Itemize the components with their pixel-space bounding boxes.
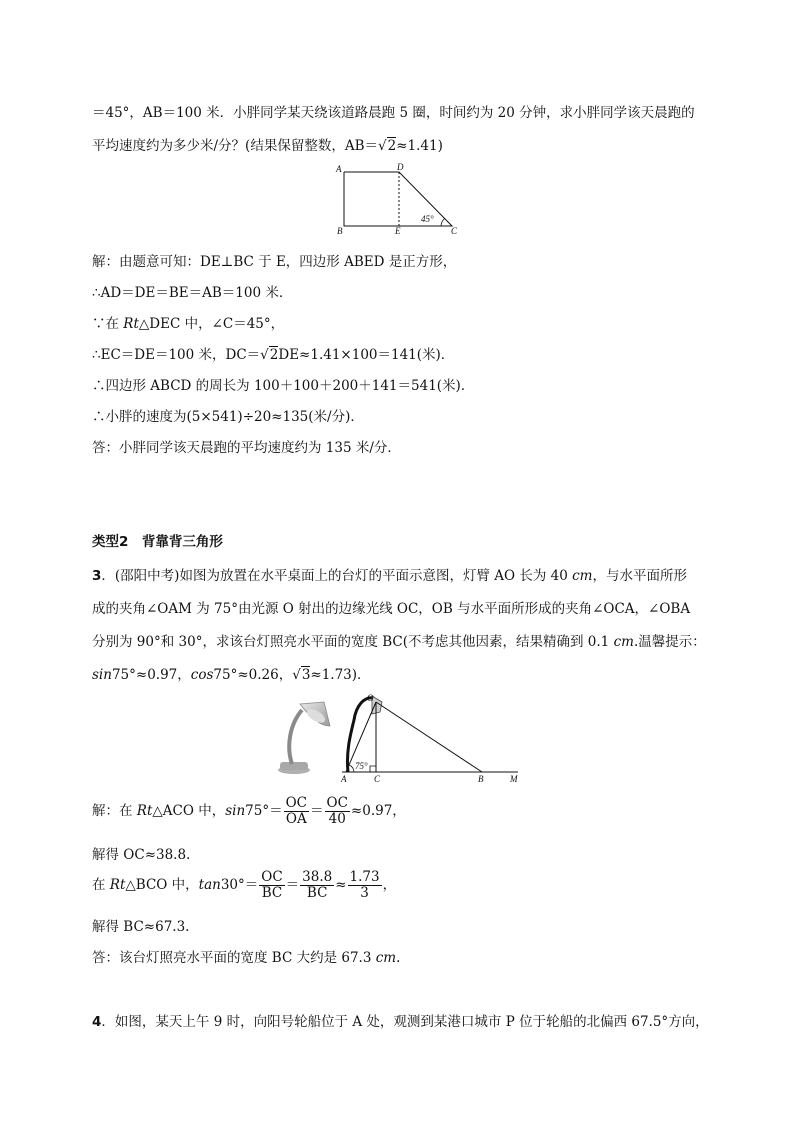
rt-label: Rt	[123, 316, 139, 332]
problem-number: 4	[92, 1014, 102, 1030]
text-part: DE≈1.41×100＝141(米)．	[278, 347, 455, 363]
text-part: 答：该台灯照亮水平面的宽度 BC 大约是 67.3	[92, 950, 376, 966]
text-part: △ACO 中，	[152, 803, 226, 819]
text-part: ≈1.73)．	[310, 667, 371, 683]
text-part: △DEC 中，∠C＝45°，	[138, 316, 285, 332]
text-part: ≈1.41)	[396, 138, 443, 154]
solution-line	[92, 946, 400, 966]
text-part: ，	[382, 877, 397, 893]
numerator: OC	[326, 795, 348, 811]
problem-text	[92, 663, 371, 683]
sqrt-symbol: √	[260, 347, 269, 363]
unit: cm	[613, 634, 634, 650]
text-part: ＝	[285, 877, 300, 893]
fraction	[325, 796, 350, 827]
text-part: 75°＝	[245, 803, 283, 819]
label-c: C	[374, 774, 381, 784]
solution-line	[92, 796, 406, 827]
text-part: 75°≈0.97，	[111, 667, 191, 683]
text-part: ≈	[335, 877, 347, 893]
solution-line	[92, 870, 396, 901]
solution-line: 解：由题意可知：DE⊥BC 于 E，四边形 ABED 是正方形，	[92, 254, 457, 270]
solution-line	[92, 343, 454, 363]
solution-line	[92, 312, 284, 332]
rt-label: Rt	[136, 803, 153, 819]
fraction	[348, 870, 382, 901]
solution-line: 解得 OC≈38.8.	[92, 847, 191, 863]
problem-text	[92, 630, 706, 650]
fraction	[300, 870, 334, 901]
text-part: ，与水平面所形	[592, 568, 687, 584]
text-part: 30°＝	[220, 877, 259, 893]
text-part: 平均速度约为多少米/分？(结果保留整数，AB＝	[92, 138, 378, 154]
text-part: 解：在	[92, 803, 137, 819]
solution-line: ∴四边形 ABCD 的周长为 100＋100＋200＋141＝541(米)．	[92, 378, 475, 394]
text-part: 分别为 90°和 30°，求该台灯照亮水平面的宽度 BC(不考虑其他因素，结果精确到 0.1	[92, 634, 614, 650]
solution-line: ∴小胖的速度为(5×541)÷20≈135(米/分)．	[92, 409, 364, 425]
text-part: △BCO 中，	[125, 877, 199, 893]
unit: cm	[572, 568, 593, 584]
text-part: ．(邵阳中考)如图为放置在水平桌面上的台灯的平面示意图，灯臂 AO 长为 40	[101, 568, 573, 584]
label-b: B	[337, 226, 343, 236]
denominator: 3	[360, 885, 369, 901]
unit: cm	[375, 950, 397, 966]
label-b: B	[478, 774, 484, 784]
func-cos: cos	[190, 667, 214, 683]
func-sin: sin	[92, 667, 112, 683]
text-part: .	[396, 950, 401, 966]
numerator: 38.8	[302, 869, 333, 885]
trapezoid-figure	[334, 160, 464, 236]
problem-text	[92, 134, 443, 154]
sqrt-value: 2	[269, 347, 279, 363]
section-heading: 类型2 背靠背三角形	[92, 534, 223, 550]
problem-text: ＝45°，AB＝100 米．小胖同学某天绕该道路晨跑 5 圈，时间约为 20 分钟，求小胖同学该天晨跑的	[92, 105, 695, 121]
text-part: ∵在	[92, 316, 124, 332]
numerator: OC	[285, 795, 308, 811]
text-part: 在	[92, 877, 110, 893]
label-o: O	[367, 693, 374, 703]
problem-number: 3	[92, 568, 102, 584]
label-a: A	[336, 164, 342, 174]
sqrt-value: 3	[301, 667, 311, 683]
text-part: .温馨提示：	[633, 634, 706, 650]
angle-label: 75°	[355, 761, 368, 771]
problem-text: 成的夹角∠OAM 为 75°由光源 O 射出的边缘光线 OC，OB 与水平面所形成的夹角∠OCA，∠OBA	[92, 601, 691, 617]
label-c: C	[451, 226, 458, 236]
numerator: OC	[261, 869, 283, 885]
label-d: D	[397, 162, 404, 172]
text-part: ∴EC＝DE＝100 米，DC＝	[92, 347, 261, 363]
solution-line: ∴AD＝DE＝BE＝AB＝100 米．	[92, 285, 293, 301]
solution-line: 解得 BC≈67.3.	[92, 919, 190, 935]
text-part: ．如图，某天上午 9 时，向阳号轮船位于 A 处，观测到某港口城市 P 位于轮船的北偏西 67.5°方向，	[101, 1014, 709, 1030]
sqrt-symbol: √	[292, 667, 301, 683]
text-part: 75°≈0.26，	[213, 667, 293, 683]
angle-label: 45°	[421, 214, 434, 224]
sqrt-symbol: √	[378, 138, 387, 154]
text-part: ＝	[310, 803, 324, 819]
lamp-triangle-figure	[336, 692, 526, 784]
solution-line: 答：小胖同学该天晨跑的平均速度约为 135 米/分．	[92, 440, 401, 456]
text-part: ≈0.97，	[350, 803, 406, 819]
fraction	[259, 870, 284, 901]
problem-text	[92, 1010, 709, 1030]
sqrt-value: 2	[387, 138, 397, 154]
label-a: A	[341, 774, 347, 784]
rt-label: Rt	[109, 877, 126, 893]
denominator: BC	[306, 885, 328, 901]
label-m: M	[510, 774, 518, 784]
func-tan: tan	[198, 877, 221, 893]
label-e: E	[395, 226, 401, 236]
func-sin: sin	[225, 803, 246, 819]
problem-text	[92, 564, 687, 584]
denominator: OA	[285, 811, 307, 827]
fraction	[284, 796, 309, 827]
numerator: 1.73	[349, 869, 380, 885]
denominator: 40	[328, 811, 346, 827]
lamp-photo	[272, 696, 340, 776]
denominator: BC	[261, 885, 283, 901]
